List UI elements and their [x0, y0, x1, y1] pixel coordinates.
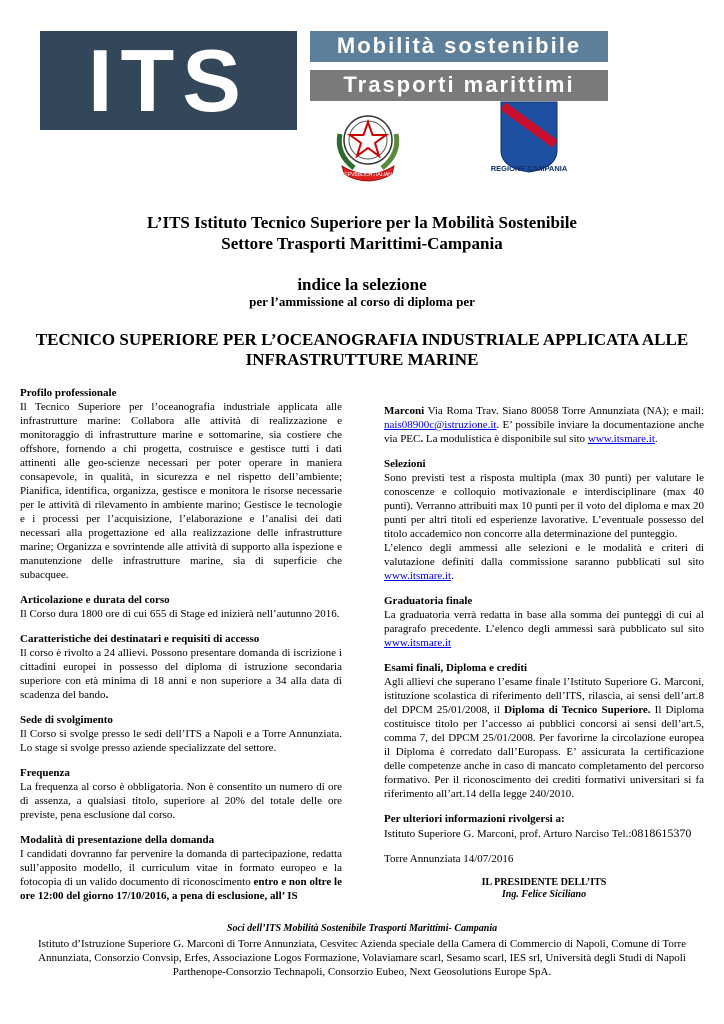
modalita-body: I candidati dovranno far pervenire la domanda di partecipazione, redatta sull’apposito modello, il curriculum vitae in formato europeo e la fotocopia di un valido documento di riconoscimento — [20, 848, 342, 888]
esami-body-2: Il Diploma costituisce titolo per l’accesso ai pubblici concorsi ai sensi dell’art.5, comma 7, del DPCM 25/01/2008. Per favorirne la circolazione europea il Diploma è corredato dall’Europass. E’ assicurata la certificazione delle competenze anche in caso di mancato completamento del percorso formativo. Per il riconoscimento dei crediti formativi universitari si fa riferimento all’art.14 della legge 240/2010. — [384, 704, 705, 800]
frequenza-heading: Frequenza — [20, 767, 70, 779]
selezioni-body-2: L’elenco degli ammessi alle selezioni e le modalità e criteri di valutazione definiti dalla commissione saranno pubblicati sul sito — [384, 542, 704, 568]
marconi-pec: . E’ possibile inviare la documentazione anche via PEC — [384, 419, 704, 445]
site-link-3[interactable]: www.itsmare.it — [384, 637, 452, 649]
modalita-paragraph — [20, 847, 342, 903]
info-paragraph — [384, 826, 704, 841]
president-name: Ing. Felice Siciliano — [501, 889, 587, 900]
title-ammissione: per l’ammissione al corso di diploma per — [249, 294, 475, 309]
modalita-deadline: entro e non oltre le ore 12:00 del giorno 17/10/2016, a pena di esclusione, all’ IS — [20, 876, 342, 902]
marconi-dot: . — [420, 433, 424, 445]
footer-title: Soci dell’ITS Mobilità Sostenibile Trasporti Marittimi- Campania — [226, 923, 498, 934]
info-body: Istituto Superiore G. Marconi, prof. Arturo Narciso Tel.: — [384, 828, 632, 840]
selezioni-end-dot: . — [451, 570, 454, 582]
marconi-name: Marconi — [384, 405, 425, 417]
section-sede — [20, 713, 342, 755]
destinatari-end: . — [105, 689, 109, 701]
graduatoria-heading: Graduatoria finale — [384, 595, 473, 607]
section-graduatoria — [384, 594, 704, 650]
title-indice: indice la selezione — [297, 275, 427, 294]
destinatari-paragraph — [20, 646, 342, 702]
durata-body: Il Corso dura 1800 ore di cui 655 di Stage ed inizierà nell’autunno 2016. — [20, 608, 340, 620]
selezioni-paragraph-2 — [384, 541, 704, 583]
selezioni-body: Sono previsti test a risposta multipla (max 30 punti) per valutare le conoscenze e colloquio motivazionale e interdisciplinare (max 40 punti). Verranno attribuiti max 10 punti per il voto del diploma e max 20 punti per altri titoli ed esperienze lavorative. L’eventuale possesso del titolo accademico non concorre alla determinazione del punteggio. — [384, 472, 704, 540]
esami-diploma: Diploma di Tecnico Superiore. — [504, 704, 651, 716]
selezioni-heading: Selezioni — [384, 458, 426, 470]
banner-trasporti-text: Trasporti marittimi — [343, 72, 575, 97]
section-date — [384, 852, 704, 866]
marconi-end-dot: . — [654, 433, 658, 445]
banner-mobilita — [310, 31, 608, 62]
destinatari-body: Il corso è rivolto a 24 allievi. Possono presentare domanda di iscrizione i cittadini europei in possesso del diploma di istruzione secondaria superiore con età minima di 18 anni e non superiore a 34 alla data di scadenza del bando — [20, 647, 342, 701]
graduatoria-body: La graduatoria verrà redatta in base alla somma dei punteggi di cui al paragrafo precedente. L’elenco degli ammessi sarà pubblicato sul sito — [384, 609, 704, 635]
course-title-line-1: TECNICO SUPERIORE PER L’OCEANOGRAFIA INDUSTRIALE APPLICATA ALLE — [35, 330, 689, 349]
modalita-heading: Modalità di presentazione della domanda — [20, 834, 215, 846]
sede-body: Il Corso si svolge presso le sedi dell’ITS a Napoli e a Torre Annunziata. Lo stage si svolge presso aziende specializzate del settore. — [20, 728, 342, 754]
section-frequenza — [20, 766, 342, 822]
destinatari-heading: Caratteristiche dei destinatari e requisiti di accesso — [20, 633, 260, 645]
title-line-1: L’ITS Istituto Tecnico Superiore per la Mobilità Sostenibile — [147, 213, 577, 232]
graduatoria-paragraph — [384, 608, 704, 650]
footer-partners: Istituto d’Istruzione Superiore G. Marconi di Torre Annunziata, Cesvitec Azienda speciale della Camera di Commercio di Napoli, Comune di Torre Annunziata, Consorzio Convsip, Erfes, Associazione Logos Formazione, Volaviamare scarl, Sesamo scarl, IES srl, Università degli Studi di Napoli Parthenope-Consorzio Technapoli, Consorzio Eubeo, Next Geosolutions Europe SpA. — [37, 938, 687, 978]
left-column — [20, 386, 342, 914]
regione-campania-logo — [483, 100, 575, 182]
section-selezioni — [384, 457, 704, 583]
esami-paragraph — [384, 675, 704, 801]
profilo-heading: Profilo professionale — [20, 387, 117, 399]
esami-body-1: Agli allievi che superano l’esame finale l’Istituto Superiore G. Marconi, istituzione scolastica di riferimento dell’ITS, rilascia, ai sensi dell’art.8 del DPCM 25/01/2008, il — [384, 676, 704, 716]
section-esami — [384, 661, 704, 801]
info-tel: 0818615370 — [631, 826, 692, 840]
durata-heading: Articolazione e durata del corso — [20, 594, 170, 606]
section-durata — [20, 593, 342, 621]
course-title-line-2: INFRASTRUTTURE MARINE — [245, 350, 479, 369]
info-heading: Per ulteriori informazioni rivolgersi a: — [384, 813, 565, 825]
marconi-modulistica: La modulistica è disponibile sul sito — [423, 433, 588, 445]
date-text: Torre Annunziata 14/07/2016 — [384, 853, 514, 865]
frequenza-body: La frequenza al corso è obbligatoria. Non è consentito un numero di ore di assenza, a qualsiasi titolo, superiore al 20% del totale delle ore previste, pena esclusione dal corso. — [20, 781, 342, 821]
email-link[interactable]: nais08900c@istruzione.it — [384, 419, 497, 431]
its-logo-block — [40, 31, 297, 130]
sede-heading: Sede di svolgimento — [20, 714, 113, 726]
banner-mobilita-text: Mobilità sostenibile — [336, 33, 582, 58]
banner-trasporti — [310, 70, 608, 101]
emblem-ribbon-label — [326, 104, 410, 186]
regione-campania-label: REGIONE CAMPANIA — [490, 164, 568, 173]
section-profilo — [20, 386, 342, 582]
right-column — [384, 404, 704, 901]
marconi-address: Via Roma Trav. Siano 80058 Torre Annunziata (NA); e mail: — [424, 405, 704, 417]
its-logo-text: ITS — [88, 31, 249, 130]
site-link-1[interactable]: www.itsmare.it — [587, 433, 655, 445]
president-title: IL PRESIDENTE DELL’ITS — [481, 877, 607, 888]
title-line-2: Settore Trasporti Marittimi-Campania — [221, 234, 503, 253]
section-marconi — [384, 404, 704, 446]
emblem-ribbon-text: REPVBBLICA ITALIANA — [340, 172, 396, 178]
marconi-paragraph — [384, 404, 704, 446]
section-modalita — [20, 833, 342, 903]
section-destinatari — [20, 632, 342, 702]
profilo-body: Il Tecnico Superiore per l’oceanografia industriale applicata alle infrastrutture marine: Collabora alle attività di realizzazione e monitoraggio di infrastrutture marine e sottomarine, sia costiere che offshore, fornendo a chi progetta, costruisce e gestisce tutti i dati attinenti alle geo-scienze necessari per poter operare in maniera consapevole, in qualità, in sicurezza e nel rispetto dell’ambiente; Pianifica, identifica, organizza, gestisce e monitora le risorse necessarie per le attività di rilevamento in ambiente marino; Gestisce le tecnologie e i processi per l’acquisizione, l’elaborazione e l’analisi dei dati necessari alla progettazione ed alla realizzazione delle infrastrutture marine; Organizza e sovrintende alle attività di supporto alla ispezione e manutenzione delle infrastrutture marine, sia di superficie che subacquee. — [20, 401, 342, 581]
site-link-2[interactable]: www.itsmare.it — [384, 570, 452, 582]
esami-heading: Esami finali, Diploma e crediti — [384, 662, 528, 674]
section-info — [384, 812, 704, 841]
